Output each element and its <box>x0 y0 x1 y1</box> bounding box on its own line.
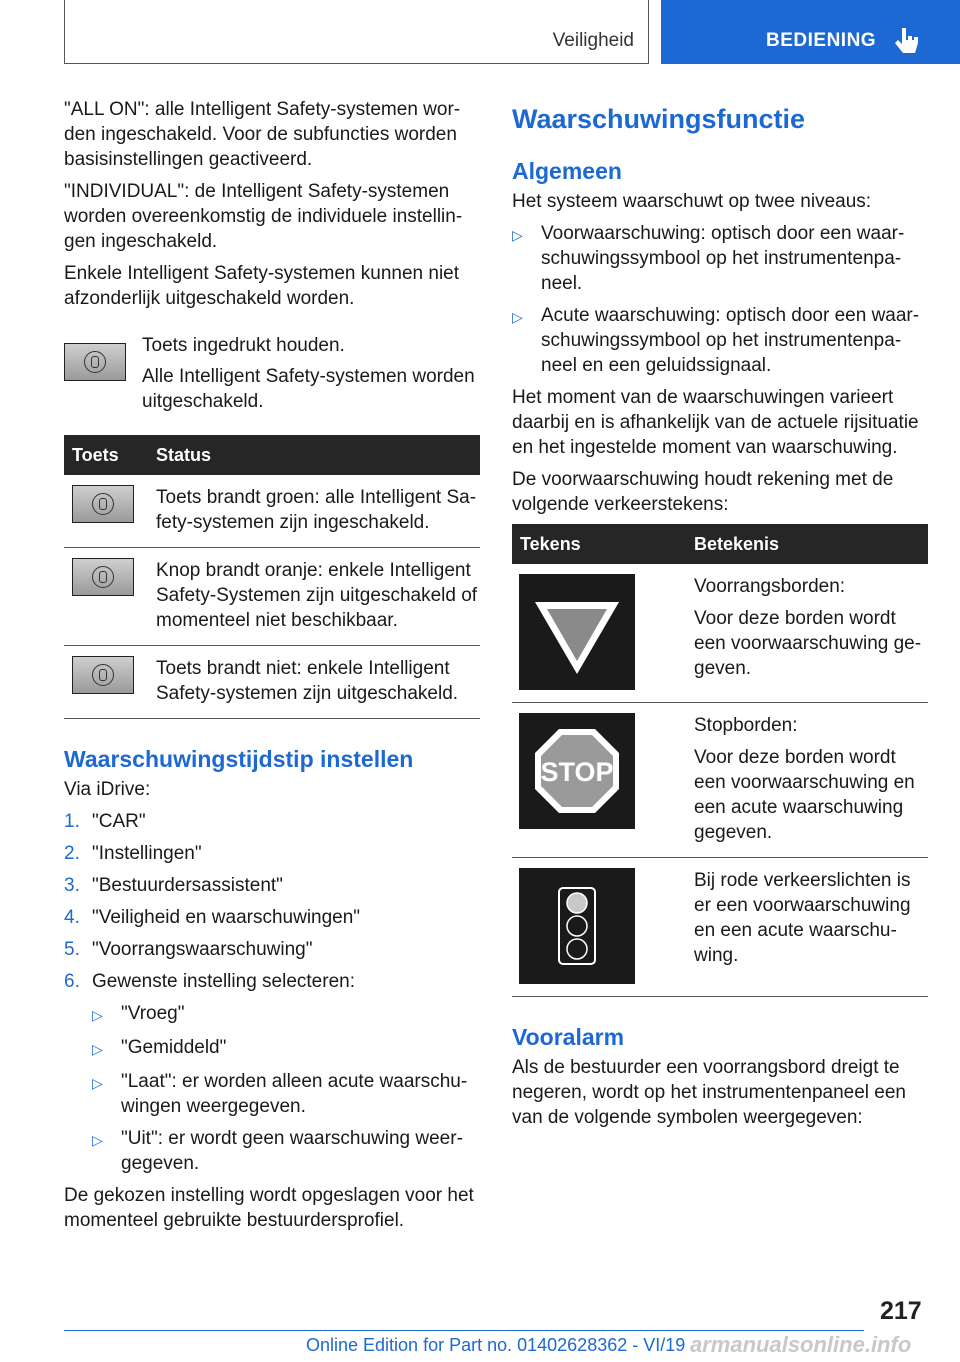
header-section-box <box>64 0 649 64</box>
table-row <box>512 564 928 703</box>
page-title: Waarschuwingsfunctie <box>512 104 806 134</box>
list-item: 2. "Instellingen" <box>64 843 202 864</box>
safety-button-image <box>72 558 134 596</box>
steps-list <box>64 809 480 994</box>
table-row <box>64 475 480 548</box>
footer-divider <box>64 1330 864 1331</box>
table-row <box>512 703 928 858</box>
all-on-paragraph: "ALL ON": alle Intelligent Safety-systemen worden ingeschakeld. Voor de subfuncties worden basisinstellingen geactiveerd. <box>64 99 461 170</box>
sign-title: Stopborden: <box>694 715 798 736</box>
footer-edition: Online Edition for Part no. 01402628362 - VI/19 <box>306 1335 686 1355</box>
traffic-light-icon <box>557 886 597 966</box>
safety-button-image <box>72 656 134 694</box>
signs-table <box>512 524 928 997</box>
list-item: 1. "CAR" <box>64 811 146 832</box>
table-row <box>64 646 480 719</box>
general-heading: Algemeen <box>512 158 622 184</box>
hand-pointer-icon <box>894 26 920 56</box>
moment-paragraph: Het moment van de waarschuwingen varieert daarbij en is afhankelijk van de actuele rijsituatie en het ingestelde moment van waarschuwing. <box>512 387 919 458</box>
triangle-bullet-icon: ▷ <box>92 1007 103 1023</box>
page-number: 217 <box>880 1297 922 1325</box>
safety-button-image <box>64 343 126 381</box>
signs-table-header-tekens: Tekens <box>512 524 686 564</box>
not-separately-paragraph: Enkele Intelligent Safety-systemen kunnen niet afzonderlijk uitgeschakeld worden. <box>64 263 460 309</box>
list-item: ▷ Acute waarschuwing: optisch door een waarschuwingssymbool op het instrumentenpaneel en een geluidssignaal. <box>512 305 920 376</box>
traffic-light-image <box>519 868 635 984</box>
list-item: 5. "Voorrangswaarschuwing" <box>64 939 313 960</box>
list-item: 3. "Bestuurdersassistent" <box>64 875 283 896</box>
watermark-text: armanualsonline.info <box>690 1332 912 1357</box>
hold-title: Toets ingedrukt houden. <box>142 335 345 356</box>
left-column <box>64 97 480 1240</box>
sign-text: Voor deze borden wordt een voorwaarschuwing gegeven. <box>694 608 922 679</box>
triangle-bullet-icon: ▷ <box>512 227 523 243</box>
list-item: ▷ "Vroeg" <box>92 1001 480 1028</box>
status-table <box>64 435 480 719</box>
hold-button-block <box>64 333 480 425</box>
yield-sign-icon <box>529 584 625 680</box>
status-table-header-status: Status <box>148 435 480 475</box>
levels-list <box>512 221 928 378</box>
options-list <box>64 1001 480 1176</box>
right-column <box>512 97 928 1137</box>
individual-paragraph: "INDIVIDUAL": de Intelligent Safety-systemen worden overeenkomstig de individuele instellingen ingeschakeld. <box>64 181 463 252</box>
status-table-header-toets: Toets <box>64 435 148 475</box>
header-chapter-title: BEDIENING <box>766 30 877 51</box>
sign-text: Bij rode verkeerslichten is er een voorwaarschuwing en een acute waarschuwing. <box>694 870 911 966</box>
triangle-bullet-icon: ▷ <box>92 1132 103 1148</box>
triangle-bullet-icon: ▷ <box>92 1075 103 1091</box>
list-item: 4. "Veiligheid en waarschuwingen" <box>64 907 361 928</box>
status-cell: Toets brandt groen: alle Intelligent Safety-systemen zijn ingeschakeld. <box>148 475 480 548</box>
closing-paragraph: De gekozen instelling wordt opgeslagen voor het momenteel gebruikte bestuurdersprofiel. <box>64 1185 474 1231</box>
triangle-bullet-icon: ▷ <box>512 309 523 325</box>
table-row <box>512 858 928 997</box>
svg-text:STOP: STOP <box>540 757 614 787</box>
table-row <box>64 548 480 646</box>
stop-sign-icon <box>529 723 625 819</box>
intro-paragraph: Het systeem waarschuwt op twee niveaus: <box>512 191 872 212</box>
warning-time-heading: Waarschuwingstijdstip instellen <box>64 746 414 772</box>
list-item: ▷ "Laat": er worden alleen acute waarschuwingen weergegeven. <box>92 1071 468 1117</box>
yield-sign-image <box>519 574 635 690</box>
list-item: 6. Gewenste instelling selecteren: <box>64 971 355 992</box>
list-item: ▷ "Uit": er wordt geen waarschuwing weergegeven. <box>92 1128 463 1174</box>
via-idrive: Via iDrive: <box>64 779 151 800</box>
sign-text: Voor deze borden wordt een voorwaarschuwing en een acute waarschuwing gegeven. <box>694 747 915 843</box>
status-cell: Knop brandt oranje: enkele Intelligent Safety-Systemen zijn uitgeschakeld of momenteel niet beschikbaar. <box>148 548 480 646</box>
hold-text: Alle Intelligent Safety-systemen worden uitgeschakeld. <box>142 366 475 412</box>
sign-title: Voorrangsborden: <box>694 576 846 597</box>
prealarm-heading: Vooralarm <box>512 1024 625 1050</box>
header-section-title: Veiligheid <box>552 30 634 51</box>
stop-sign-image <box>519 713 635 829</box>
triangle-bullet-icon: ▷ <box>92 1041 103 1057</box>
prealarm-paragraph: Als de bestuurder een voorrangsbord dreigt te negeren, wordt op het instrumentenpaneel een van de volgende symbolen weergegeven: <box>512 1057 906 1128</box>
header-chapter-box <box>661 0 960 64</box>
status-cell: Toets brandt niet: enkele Intelligent Safety-systemen zijn uitgeschakeld. <box>148 646 480 719</box>
signs-intro-paragraph: De voorwaarschuwing houdt rekening met de volgende verkeerstekens: <box>512 469 894 515</box>
safety-button-image <box>72 485 134 523</box>
list-item: ▷ Voorwaarschuwing: optisch door een waarschuwingssymbool op het instrumentenpaneel. <box>512 223 905 294</box>
signs-table-header-betekenis: Betekenis <box>686 524 928 564</box>
list-item: ▷ "Gemiddeld" <box>92 1035 480 1062</box>
